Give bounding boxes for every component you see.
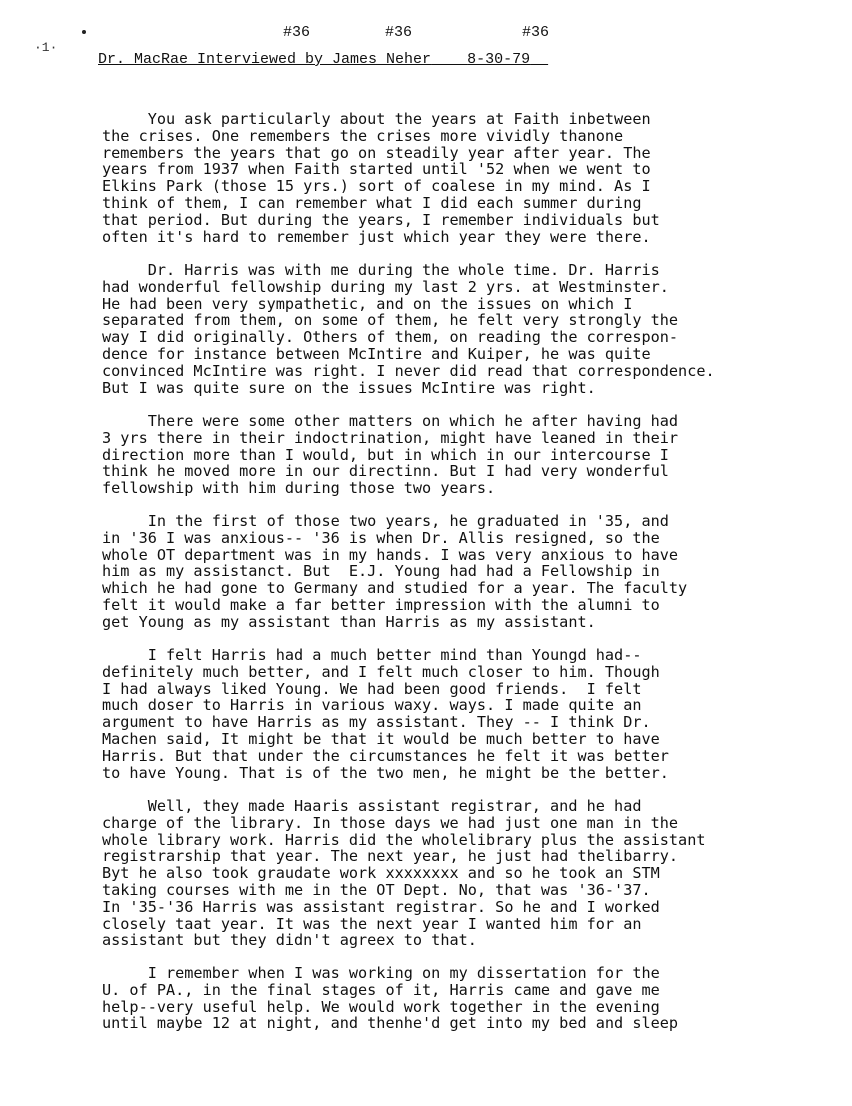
text-line: felt it would make a far better impression with the alumni to [102, 595, 660, 614]
text-line: He had been very sympathetic, and on the issues on which I [102, 294, 633, 313]
text-line: until maybe 12 at night, and thenhe'd get into my bed and sleep [102, 1014, 679, 1033]
text-line: separated from them, on some of them, he felt very strongly the [102, 311, 679, 330]
title-date: 8-30-79 [467, 51, 531, 68]
text-line: often it's hard to remember just which year they were there. [102, 227, 651, 246]
text-line: I felt Harris had a much better mind than Youngd had-- [102, 646, 642, 664]
text-line: dence for instance between McIntire and Kuiper, he was quite [102, 344, 651, 363]
text-line: to have Young. That is of the two men, he might be the better. [102, 763, 669, 782]
text-line: U. of PA., in the final stages of it, Harris came and gave me [102, 980, 660, 999]
text-line: Byt he also took graudate work xxxxxxxx and so he took an STM [102, 864, 660, 883]
text-line: definitely much better, and I felt much closer to him. Though [102, 662, 660, 681]
text-line: There were some other matters on which he after having had [102, 412, 679, 430]
text-line: convinced McIntire was right. I never did read that correspondence. [102, 361, 715, 380]
margin-mark: ·1· [34, 40, 58, 55]
text-line: I had always liked Young. We had been good friends. I felt [102, 679, 642, 698]
text-line: him as my assistanct. But E.J. Young had had a Fellowship in [102, 562, 660, 581]
paragraph-7 [102, 965, 802, 1032]
text-line: assistant but they didn't agreex to that. [102, 931, 477, 950]
text-line: help--very useful help. We would work together in the evening [102, 997, 660, 1016]
paragraph-2 [102, 262, 802, 396]
text-line: In the first of those two years, he graduated in '35, and [102, 512, 669, 530]
text-line: You ask particularly about the years at Faith inbetween [102, 110, 651, 128]
paragraph-6 [102, 798, 802, 949]
text-line: Elkins Park (those 15 yrs.) sort of coalese in my mind. As I [102, 177, 651, 196]
text-line: way I did originally. Others of them, on reading the correspon- [102, 328, 679, 347]
text-line: fellowship with him during those two years. [102, 479, 496, 498]
text-line: 3 yrs there in their indoctrination, might have leaned in their [102, 428, 679, 447]
text-line: that period. But during the years, I remember individuals but [102, 210, 660, 229]
text-line: Harris. But that under the circumstances he felt it was better [102, 746, 669, 765]
paragraph-3 [102, 413, 802, 497]
text-line: charge of the library. In those days we had just one man in the [102, 813, 679, 832]
text-line: registrarship that year. The next year, he just had thelibarry. [102, 847, 679, 866]
text-line: get Young as my assistant than Harris as my assistant. [102, 612, 596, 631]
text-line: In '35-'36 Harris was assistant registrar. So he and I worked [102, 897, 660, 916]
text-line: direction more than I would, but in which in our intercourse I [102, 445, 669, 464]
text-line: taking courses with me in the OT Dept. No, that was '36-'37. [102, 880, 651, 899]
header-number-3: #36 [522, 24, 550, 41]
text-line: think of them, I can remember what I did each summer during [102, 193, 642, 212]
text-line: Dr. Harris was with me during the whole time. Dr. Harris [102, 261, 660, 279]
header-number-1: #36 [283, 24, 311, 41]
text-line: the crises. One remembers the crises more vividly thanone [102, 126, 624, 145]
text-line: Machen said, It might be that it would be much better to have [102, 729, 660, 748]
text-line: argument to have Harris as my assistant. They -- I think Dr. [102, 713, 651, 732]
text-line: remembers the years that go on steadily year after year. The [102, 143, 651, 162]
text-line: whole OT department was in my hands. I was very anxious to have [102, 545, 679, 564]
text-line: years from 1937 when Faith started until '52 when we went to [102, 160, 651, 179]
text-line: in '36 I was anxious-- '36 is when Dr. Allis resigned, so the [102, 528, 660, 547]
paragraph-1 [102, 111, 802, 245]
title-text: Dr. MacRae Interviewed by James Neher [98, 51, 432, 68]
paragraph-5 [102, 647, 802, 781]
text-line: whole library work. Harris did the wholelibrary plus the assistant [102, 830, 706, 849]
text-line: closely taat year. It was the next year I wanted him for an [102, 914, 642, 933]
text-line: much doser to Harris in various waxy. ways. I made quite an [102, 696, 642, 715]
paragraph-4 [102, 513, 802, 631]
text-line: think he moved more in our directinn. But I had very wonderful [102, 462, 669, 481]
page-title [98, 52, 548, 69]
ink-dot [82, 30, 86, 34]
text-line: Well, they made Haaris assistant registrar, and he had [102, 797, 642, 815]
text-line: had wonderful fellowship during my last 2 yrs. at Westminster. [102, 277, 669, 296]
text-line: But I was quite sure on the issues McIntire was right. [102, 378, 596, 397]
text-line: I remember when I was working on my dissertation for the [102, 964, 660, 982]
header-number-2: #36 [385, 24, 413, 41]
text-line: which he had gone to Germany and studied for a year. The faculty [102, 579, 688, 598]
